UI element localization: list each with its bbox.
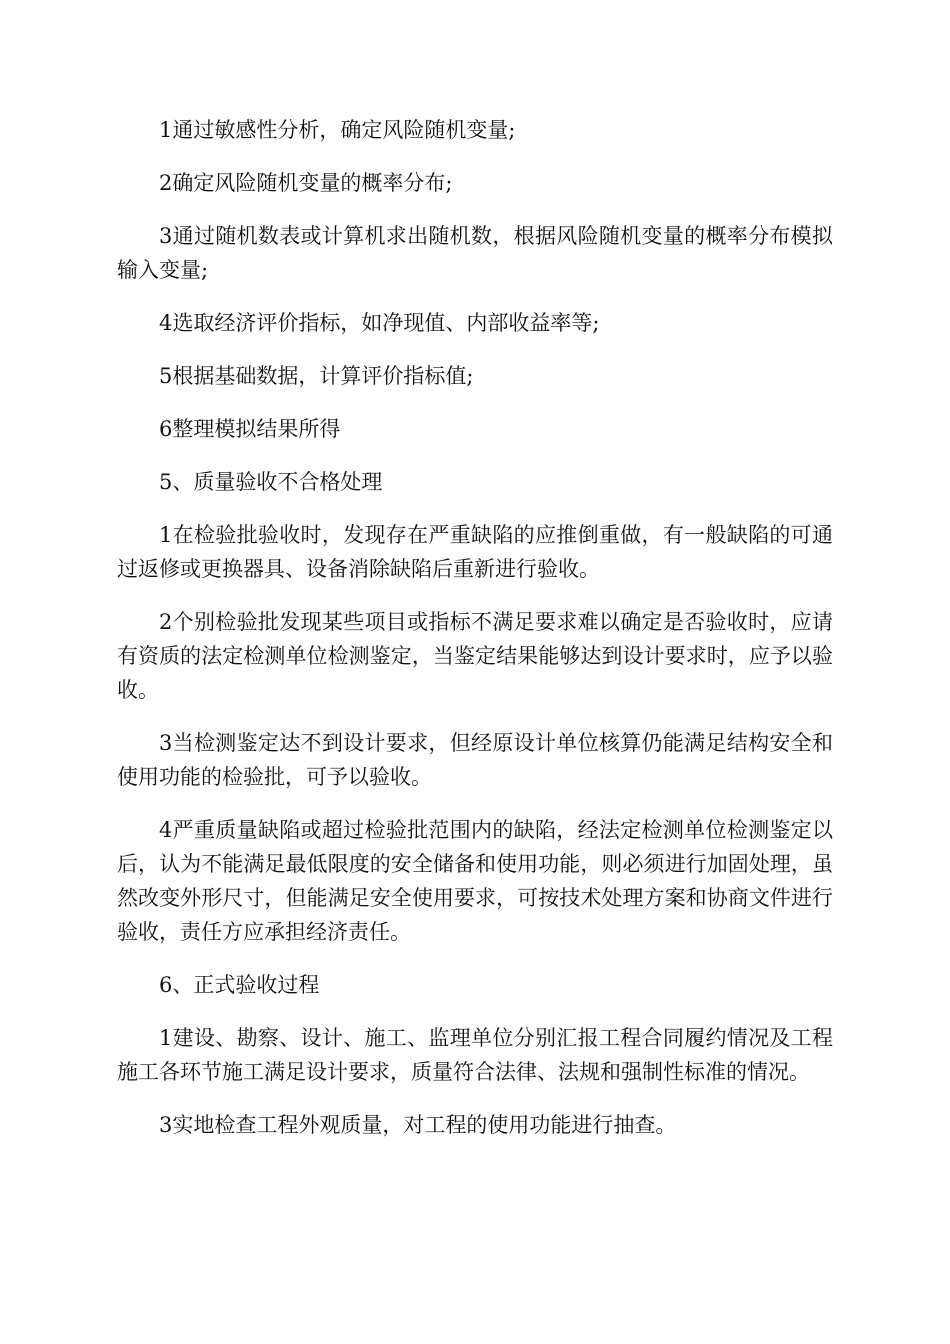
paragraph-inspection-batch: 1在检验批验收时，发现存在严重缺陷的应推倒重做，有一般缺陷的可通过返修或更换器具、设备消除缺陷后重新进行验收。 <box>117 523 833 581</box>
paragraph-random-number: 3通过随机数表或计算机求出随机数，根据风险随机变量的概率分布模拟输入变量; <box>117 224 833 282</box>
section-heading-formal-acceptance: 6、正式验收过程 <box>159 973 320 997</box>
paragraph-risk-variable: 1通过敏感性分析，确定风险随机变量; <box>159 118 516 142</box>
paragraph-calculate-indicator: 5根据基础数据，计算评价指标值; <box>159 364 474 388</box>
paragraph-serious-defect: 4严重质量缺陷或超过检验批范围内的缺陷，经法定检测单位检测鉴定以后，认为不能满足最低限度的安全储备和使用功能，则必须进行加固处理，虽然改变外形尺寸，但能满足安全使用要求，可按技术处理方案和协商文件进行验收，责任方应承担经济责任。 <box>117 818 833 944</box>
paragraph-inspection-appraisal: 2个别检验批发现某些项目或指标不满足要求难以确定是否验收时，应请有资质的法定检测单位检测鉴定，当鉴定结果能够达到设计要求时，应予以验收。 <box>117 610 833 702</box>
section-heading-quality-nonconformity: 5、质量验收不合格处理 <box>159 470 383 494</box>
paragraph-unit-report: 1建设、勘察、设计、施工、监理单位分别汇报工程合同履约情况及工程施工各环节施工满足设计要求，质量符合法律、法规和强制性标准的情况。 <box>117 1026 833 1084</box>
paragraph-economic-indicator: 4选取经济评价指标，如净现值、内部收益率等; <box>159 311 600 335</box>
paragraph-probability-distribution: 2确定风险随机变量的概率分布; <box>159 171 453 195</box>
paragraph-site-inspection: 3实地检查工程外观质量，对工程的使用功能进行抽查。 <box>159 1113 677 1137</box>
document-body <box>117 113 833 1161</box>
paragraph-original-design-check: 3当检测鉴定达不到设计要求，但经原设计单位核算仍能满足结构安全和使用功能的检验批，可予以验收。 <box>117 731 833 789</box>
paragraph-simulation-result: 6整理模拟结果所得 <box>159 417 341 441</box>
